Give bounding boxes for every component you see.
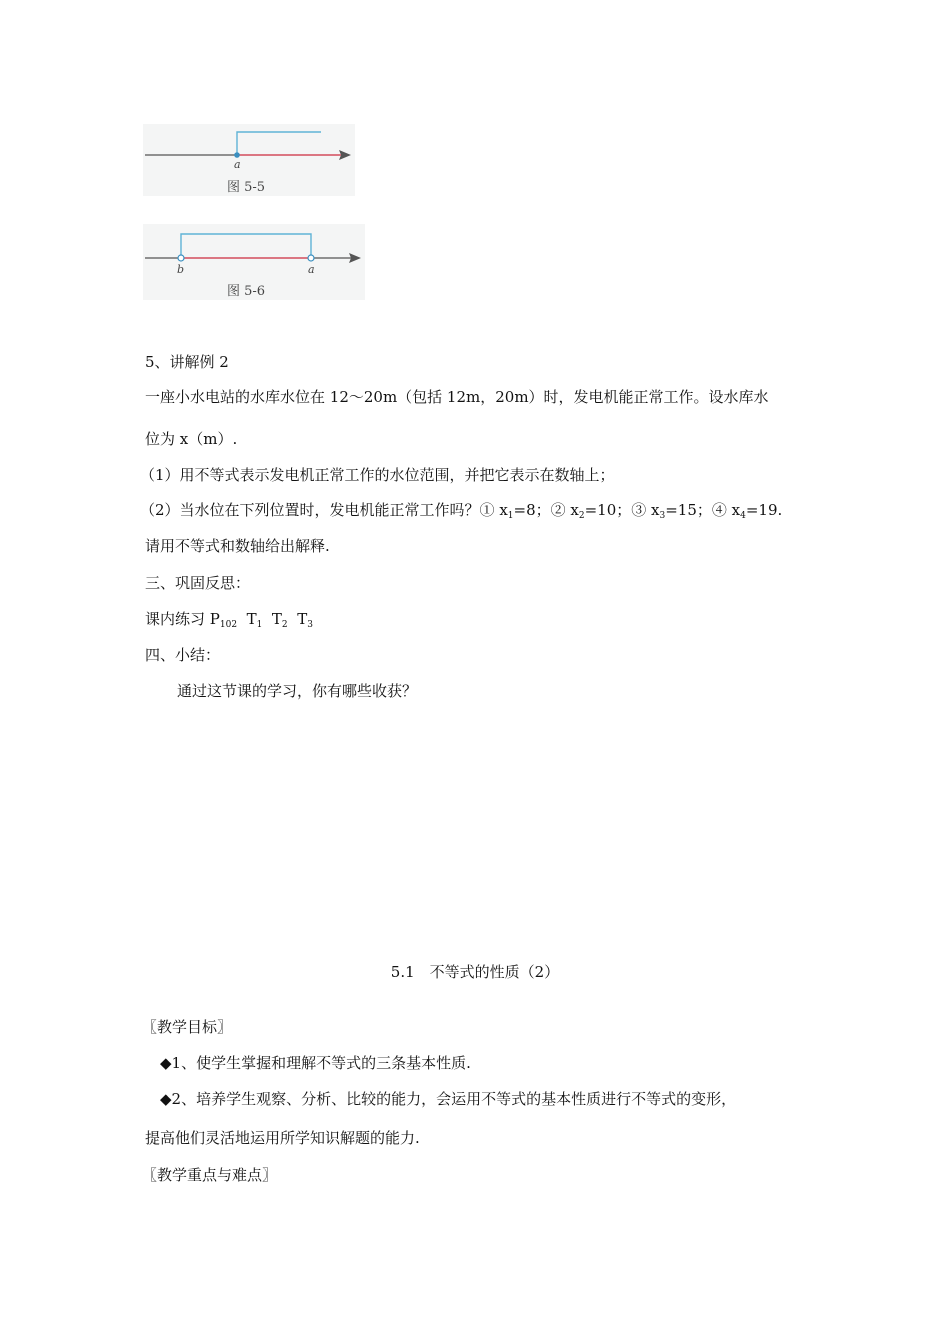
subscript: 4 (740, 511, 746, 521)
solution-bracket (181, 234, 311, 255)
question-2-line-2: 请用不等式和数轴给出解释. (145, 537, 330, 555)
question-1: （1）用不等式表示发电机正常工作的水位范围，并把它表示在数轴上； (140, 466, 615, 484)
subscript: 3 (307, 620, 313, 630)
section-4-heading: 四、小结： (145, 646, 221, 664)
point-label-a: a (308, 263, 315, 276)
example-paragraph-line-1: 一座小水电站的水库水位在 12～20m（包括 12m，20m）时，发电机能正常工作。设水库水 (145, 388, 769, 406)
q2-text: =8；② x (513, 501, 579, 519)
q2-text: =10；③ x (584, 501, 660, 519)
t2: T (271, 610, 282, 628)
subscript: 1 (256, 620, 263, 630)
section-5-heading: 5、讲解例 2 (145, 353, 229, 371)
lesson-title: 5.1 不等式的性质（2） (390, 963, 560, 981)
section-3-heading: 三、巩固反思： (145, 574, 251, 592)
closed-point-a (234, 152, 240, 158)
q2-text: =15；④ x (665, 501, 741, 519)
point-label-a: a (234, 158, 241, 171)
number-line-diagram-5-6 (143, 224, 365, 300)
solution-bracket (237, 132, 321, 155)
subscript: 1 (507, 511, 514, 521)
objective-1: ◆1、使学生掌握和理解不等式的三条基本性质. (160, 1054, 471, 1072)
q2-text: =19. (745, 501, 783, 519)
key-points-heading: 〖教学重点与难点〗 (142, 1166, 278, 1184)
example-paragraph-line-2: 位为 x（m）. (145, 430, 238, 448)
t3: T (297, 610, 308, 628)
summary-text: 通过这节课的学习，你有哪些收获？ (177, 682, 418, 700)
objectives-heading: 〖教学目标〗 (142, 1018, 233, 1036)
open-point-b (178, 255, 184, 261)
subscript: 2 (281, 620, 288, 630)
practice-text: 课内练习 P (145, 610, 220, 628)
number-line-diagram-5-5 (143, 124, 355, 196)
figure-5-5 (143, 124, 355, 196)
point-label-b: b (177, 263, 185, 276)
subscript: 102 (219, 620, 238, 630)
figure-caption: 图 5-5 (227, 180, 266, 195)
objective-2-line-1: ◆2、培养学生观察、分析、比较的能力，会运用不等式的基本性质进行不等式的变形， (160, 1090, 737, 1108)
subscript: 3 (659, 511, 666, 521)
figure-5-6 (143, 224, 365, 300)
question-2 (140, 500, 782, 526)
t1: T (246, 610, 257, 628)
subscript: 2 (578, 511, 585, 521)
q2-text: （2）当水位在下列位置时，发电机能正常工作吗？① x (140, 501, 508, 519)
open-point-a (308, 255, 314, 261)
objective-2-line-2: 提高他们灵活地运用所学知识解题的能力. (145, 1129, 420, 1147)
figure-caption: 图 5-6 (227, 284, 266, 299)
practice-line (145, 609, 313, 635)
